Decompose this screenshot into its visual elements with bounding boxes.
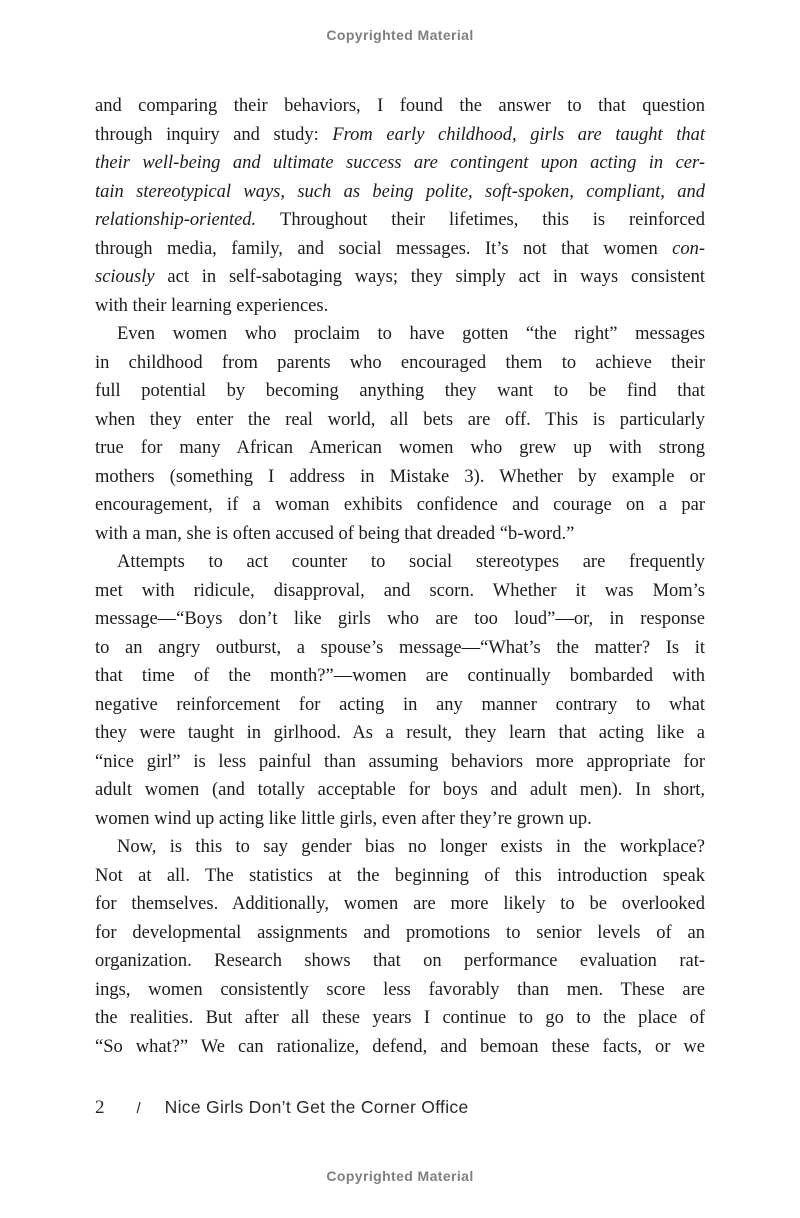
- text-segment: and comparing their behaviors, I found the answer to that question: [95, 96, 705, 116]
- text-segment: ings, women consistently score less favorably than men. These are: [95, 979, 705, 1000]
- page-body: [95, 92, 705, 1061]
- text-segment: adult women (and totally acceptable for boys and adult men). In short,: [95, 780, 705, 800]
- text-line: [95, 805, 705, 834]
- text-segment: encouragement, if a woman exhibits confidence and courage on a par: [95, 495, 705, 515]
- text-segment: Not at all. The statistics at the beginning of this introduction speak: [95, 865, 705, 886]
- text-segment: Attempts to act counter to social stereotypes are frequently: [117, 552, 705, 572]
- text-segment: the realities. But after all these years I continue to go to the place of: [95, 1008, 705, 1028]
- text-segment: they were taught in girlhood. As a result, they learn that acting like a: [95, 723, 705, 743]
- text-segment: act in self-sabotaging ways; they simply act in ways consistent: [167, 267, 705, 287]
- text-line: [95, 349, 705, 378]
- text-line: [95, 491, 705, 520]
- text-line: [95, 520, 705, 549]
- text-line: [95, 178, 705, 207]
- text-line: [95, 776, 705, 805]
- text-segment: through media, family, and social messages. It’s not that women: [95, 238, 673, 259]
- text-segment: mothers (something I address in Mistake 3). Whether by example or: [95, 466, 705, 487]
- text-segment: in childhood from parents who encouraged them to achieve their: [95, 352, 705, 373]
- text-line: [95, 1004, 705, 1033]
- italic-text-segment: tain stereotypical ways, such as being polite, soft-spoken, compliant, and: [95, 181, 705, 202]
- text-line: [95, 463, 705, 492]
- text-segment: negative reinforcement for acting in any manner contrary to what: [95, 694, 705, 715]
- text-segment: women wind up acting like little girls, even after they’re grown up.: [95, 808, 592, 829]
- italic-text-segment: From early childhood, girls are taught that: [332, 124, 706, 145]
- text-line: [95, 406, 705, 435]
- text-segment: through inquiry and study:: [95, 124, 333, 145]
- italic-text-segment: sciously: [95, 267, 168, 287]
- text-segment: to an angry outburst, a spouse’s message—“What’s the matter? Is it: [95, 637, 705, 658]
- text-line: [95, 719, 705, 748]
- text-line: [95, 548, 705, 577]
- text-line: [95, 92, 705, 121]
- text-line: [95, 890, 705, 919]
- text-line: [95, 691, 705, 720]
- text-line: [95, 263, 705, 292]
- text-line: [95, 149, 705, 178]
- text-segment: full potential by becoming anything they want to be find that: [95, 381, 705, 401]
- text-segment: with a man, she is often accused of being that dreaded “b-word.”: [95, 523, 575, 544]
- text-segment: Even women who proclaim to have gotten “the right” messages: [117, 324, 705, 344]
- text-line: [95, 976, 705, 1005]
- running-footer: [95, 1097, 469, 1119]
- text-segment: Now, is this to say gender bias no longer exists in the workplace?: [117, 837, 705, 857]
- book-title: Nice Girls Don’t Get the Corner Office: [164, 1097, 469, 1117]
- text-segment: with their learning experiences.: [95, 295, 329, 316]
- paragraph: [95, 320, 705, 548]
- text-segment: for themselves. Additionally, women are more likely to be overlooked: [95, 894, 705, 914]
- copyright-notice-top: Copyrighted Material: [326, 27, 474, 43]
- text-line: [95, 1033, 705, 1062]
- text-line: [95, 662, 705, 691]
- text-segment: “So what?” We can rationalize, defend, and bemoan these facts, or we: [95, 1036, 705, 1057]
- paragraph: [95, 833, 705, 1061]
- text-segment: for developmental assignments and promotions to senior levels of an: [95, 922, 705, 943]
- text-line: [95, 320, 705, 349]
- text-segment: that time of the month?”—women are continually bombarded with: [95, 666, 705, 686]
- text-line: [95, 377, 705, 406]
- page-number: 2: [95, 1097, 105, 1118]
- text-line: [95, 577, 705, 606]
- text-segment: “nice girl” is less painful than assuming behaviors more appropriate for: [95, 751, 705, 772]
- text-line: [95, 235, 705, 264]
- italic-text-segment: relationship-oriented.: [95, 210, 281, 230]
- text-line: [95, 833, 705, 862]
- text-segment: when they enter the real world, all bets are off. This is particularly: [95, 409, 705, 430]
- text-line: [95, 947, 705, 976]
- text-line: [95, 634, 705, 663]
- paragraph: [95, 548, 705, 833]
- text-segment: Throughout their lifetimes, this is reinforced: [280, 210, 705, 230]
- text-segment: true for many African American women who grew up with strong: [95, 438, 705, 458]
- text-line: [95, 292, 705, 321]
- text-line: [95, 206, 705, 235]
- text-line: [95, 434, 705, 463]
- text-line: [95, 862, 705, 891]
- text-line: [95, 919, 705, 948]
- footer-separator: /: [136, 1100, 141, 1117]
- text-segment: organization. Research shows that on performance evaluation rat-: [95, 951, 705, 971]
- copyright-notice-bottom: Copyrighted Material: [326, 1168, 474, 1184]
- text-line: [95, 121, 705, 150]
- text-segment: met with ridicule, disapproval, and scorn. Whether it was Mom’s: [95, 580, 705, 601]
- text-line: [95, 605, 705, 634]
- italic-text-segment: their well-being and ultimate success are contingent upon acting in cer-: [95, 153, 705, 173]
- paragraph: [95, 92, 705, 320]
- text-segment: message—“Boys don’t like girls who are too loud”—or, in response: [95, 609, 705, 629]
- text-line: [95, 748, 705, 777]
- italic-text-segment: con-: [672, 238, 705, 259]
